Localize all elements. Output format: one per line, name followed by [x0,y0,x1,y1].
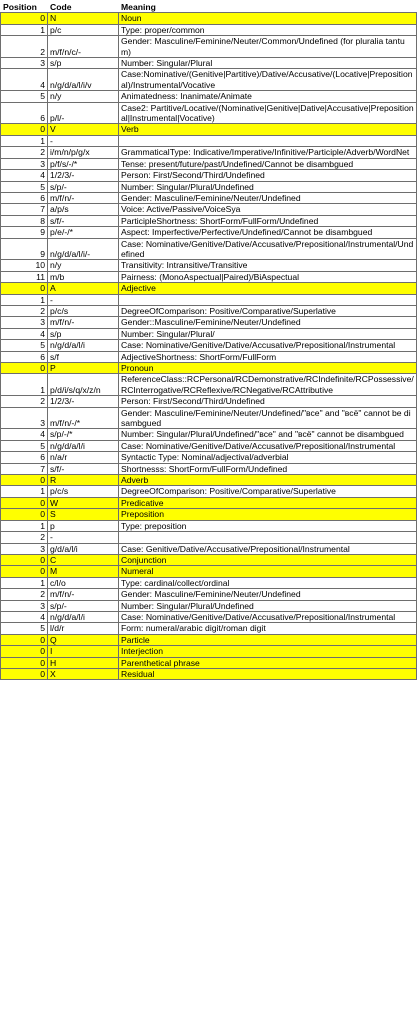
code-cell: - [48,135,119,146]
code-cell: N [48,13,119,24]
table-row [1,543,417,554]
meaning-cell: Pronoun [119,363,417,374]
code-cell: s/f [48,351,119,362]
code-cell: X [48,668,119,679]
table-row [1,463,417,474]
table-row [1,170,417,181]
table-row [1,181,417,192]
meaning-cell: Case: Nominative/Genitive/Dative/Accusative/Prepositional/Instrumental/Undefined [119,238,417,260]
meaning-cell: GrammaticalType: Indicative/Imperative/Infinitive/Participle/Adverb/WordNet [119,147,417,158]
meaning-cell: Case: Genitive/Dative/Accusative/Prepositional/Instrumental [119,543,417,554]
category-row [1,13,417,24]
meaning-cell: Parenthetical phrase [119,657,417,668]
code-cell: S [48,509,119,520]
code-cell: s/p [48,328,119,339]
meaning-cell: Gender: Masculine/Feminine/Neuter/Undefined/"все" and "всё" cannot be disambgued [119,407,417,429]
table-row [1,24,417,35]
position-cell: 4 [1,429,48,440]
code-cell: H [48,657,119,668]
position-cell: 3 [1,543,48,554]
table-row [1,452,417,463]
code-cell: n/g/d/a/l/i/- [48,238,119,260]
code-cell: m/f/n/-/* [48,407,119,429]
table-row [1,271,417,282]
code-cell: s/p/- [48,181,119,192]
code-cell: p/e/-/* [48,227,119,238]
table-row [1,238,417,260]
meaning-cell: Gender::Masculine/Feminine/Neuter/Undefined [119,317,417,328]
position-cell: 2 [1,305,48,316]
meaning-cell: Number: Singular/Plural/Undefined [119,600,417,611]
position-cell: 6 [1,192,48,203]
position-cell: 2 [1,589,48,600]
meaning-cell [119,135,417,146]
code-cell: p/c/s [48,305,119,316]
meaning-cell: Number: Singular/Plural/Undefined [119,181,417,192]
code-cell: p/c/s [48,486,119,497]
meaning-cell: Interjection [119,646,417,657]
code-cell: n/y [48,91,119,102]
meaning-cell: Pairness: (MonoAspectual|Paired)/BiAspectual [119,271,417,282]
position-cell: 3 [1,600,48,611]
code-cell: 1/2/3/- [48,396,119,407]
position-cell: 0 [1,657,48,668]
position-cell: 0 [1,566,48,577]
meaning-cell: DegreeOfComparison: Positive/Comparative/Superlative [119,305,417,316]
code-cell: p/l/- [48,102,119,124]
table-row [1,429,417,440]
header-meaning: Meaning [119,1,417,13]
code-cell: i/m/n/p/g/x [48,147,119,158]
code-cell: V [48,124,119,135]
meaning-cell: Case: Nominative/Genitive/Dative/Accusative/Prepositional/Instrumental [119,340,417,351]
table-row [1,36,417,58]
code-cell: m/b [48,271,119,282]
position-cell: 9 [1,238,48,260]
position-cell: 3 [1,58,48,69]
code-cell: s/p [48,58,119,69]
position-cell: 0 [1,509,48,520]
code-cell: s/p/-/* [48,429,119,440]
code-cell: R [48,475,119,486]
code-cell: p [48,520,119,531]
table-body [1,13,417,680]
position-cell: 2 [1,147,48,158]
table-row [1,158,417,169]
position-cell: 1 [1,577,48,588]
code-cell: n/g/d/a/l/i [48,611,119,622]
code-cell: n/y [48,260,119,271]
meaning-cell [119,294,417,305]
meaning-cell: Preposition [119,509,417,520]
position-cell: 4 [1,328,48,339]
meaning-cell: Number: Singular/Plural/ [119,328,417,339]
position-cell: 6 [1,102,48,124]
meaning-cell: Voice: Active/Passive/VoiceSya [119,204,417,215]
position-cell: 2 [1,36,48,58]
table-row [1,227,417,238]
meaning-cell: Syntactic Type: Nominal/adjectival/adverbial [119,452,417,463]
position-cell: 2 [1,396,48,407]
meaning-cell: Person: First/Second/Third/Undefined [119,170,417,181]
position-cell: 3 [1,317,48,328]
table-row [1,520,417,531]
table-row [1,305,417,316]
code-cell: W [48,497,119,508]
meaning-cell: ReferenceClass::RCPersonal/RCDemonstrative/RCIndefinite/RCPossessive/RCInterrogative/RCReflexive/RCNegative/RCAttributive [119,374,417,396]
table-row [1,135,417,146]
table-row [1,600,417,611]
code-cell: m/f/n/- [48,192,119,203]
meaning-cell [119,532,417,543]
table-row [1,577,417,588]
position-cell: 1 [1,135,48,146]
meaning-cell: ParticipleShortness: ShortForm/FullForm/Undefined [119,215,417,226]
table-row [1,340,417,351]
position-cell: 6 [1,351,48,362]
meaning-cell: Form: numeral/arabic digit/roman digit [119,623,417,634]
meaning-cell: Case:Nominative/(Genitive|Partitive)/Dative/Accusative/(Locative|Prepositional)/Instrumental/Vocative [119,69,417,91]
position-cell: 1 [1,374,48,396]
code-cell: I [48,646,119,657]
table-row [1,396,417,407]
meaning-cell: Noun [119,13,417,24]
code-cell: M [48,566,119,577]
code-cell: s/f/- [48,463,119,474]
table-row [1,215,417,226]
table-row [1,374,417,396]
position-cell: 4 [1,611,48,622]
meaning-cell: Aspect: Imperfective/Perfective/Undefined/Cannot be disambgued [119,227,417,238]
position-cell: 3 [1,158,48,169]
code-cell: a/p/s [48,204,119,215]
header-position: Position [1,1,48,13]
code-cell: P [48,363,119,374]
position-cell: 2 [1,532,48,543]
position-cell: 11 [1,271,48,282]
meaning-cell: Person: First/Second/Third/Undefined [119,396,417,407]
header-code: Code [48,1,119,13]
meaning-cell: Verb [119,124,417,135]
position-cell: 7 [1,463,48,474]
table-row [1,147,417,158]
category-row [1,497,417,508]
category-row [1,283,417,294]
position-cell: 0 [1,124,48,135]
code-cell: n/g/d/a/l/i/v [48,69,119,91]
meaning-cell: Gender: Masculine/Feminine/Neuter/Undefined [119,589,417,600]
code-cell: p/f/s/-/* [48,158,119,169]
meaning-cell: Shortnesss: ShortForm/FullForm/Undefined [119,463,417,474]
code-cell: n/g/d/a/l/i [48,440,119,451]
category-row [1,646,417,657]
position-cell: 4 [1,170,48,181]
meaning-cell: Particle [119,634,417,645]
position-cell: 0 [1,554,48,565]
position-cell: 7 [1,204,48,215]
code-cell: C [48,554,119,565]
code-cell: p/d/i/s/q/x/z/n [48,374,119,396]
meaning-cell: Adverb [119,475,417,486]
code-cell: n/g/d/a/l/i [48,340,119,351]
meaning-cell: Case: Nominative/Genitive/Dative/Accusative/Prepositional/Instrumental [119,440,417,451]
table-row [1,328,417,339]
category-row [1,509,417,520]
position-cell: 10 [1,260,48,271]
code-cell: - [48,532,119,543]
position-cell: 5 [1,91,48,102]
table-row [1,532,417,543]
meaning-cell: Type: cardinal/collect/ordinal [119,577,417,588]
position-cell: 4 [1,69,48,91]
meaning-cell: Residual [119,668,417,679]
table-row [1,440,417,451]
meaning-cell: Type: preposition [119,520,417,531]
code-cell: l/d/r [48,623,119,634]
table-row [1,204,417,215]
meaning-cell: Gender: Masculine/Feminine/Neuter/Common/Undefined (for pluralia tantum) [119,36,417,58]
table-row [1,91,417,102]
code-cell: 1/2/3/- [48,170,119,181]
code-cell: n/a/r [48,452,119,463]
position-cell: 0 [1,668,48,679]
code-cell: m/f/n/c/- [48,36,119,58]
code-cell: p/c [48,24,119,35]
position-cell: 0 [1,13,48,24]
table-row [1,192,417,203]
category-row [1,363,417,374]
category-row [1,554,417,565]
code-cell: s/p/- [48,600,119,611]
table-row [1,589,417,600]
meaning-cell: Predicative [119,497,417,508]
code-cell: - [48,294,119,305]
meaning-cell: DegreeOfComparison: Positive/Comparative/Superlative [119,486,417,497]
category-row [1,668,417,679]
category-row [1,634,417,645]
code-cell: A [48,283,119,294]
position-cell: 3 [1,407,48,429]
table-row [1,623,417,634]
table-row [1,486,417,497]
position-cell: 6 [1,452,48,463]
table-row [1,294,417,305]
meaning-cell: Case: Nominative/Genitive/Dative/Accusative/Prepositional/Instrumental [119,611,417,622]
table-row [1,69,417,91]
code-cell: m/f/n/- [48,317,119,328]
position-cell: 5 [1,181,48,192]
meaning-cell: Tense: present/future/past/Undefined/Cannot be disambgued [119,158,417,169]
category-row [1,566,417,577]
meaning-cell: Numeral [119,566,417,577]
meaning-cell: Number: Singular/Plural [119,58,417,69]
meaning-cell: Type: proper/common [119,24,417,35]
position-cell: 0 [1,475,48,486]
meaning-cell: Animatedness: Inanimate/Animate [119,91,417,102]
meaning-cell: Adjective [119,283,417,294]
position-cell: 5 [1,340,48,351]
position-cell: 9 [1,227,48,238]
code-cell: Q [48,634,119,645]
meaning-cell: AdjectiveShortness: ShortForm/FullForm [119,351,417,362]
meaning-cell: Gender: Masculine/Feminine/Neuter/Undefined [119,192,417,203]
position-cell: 0 [1,646,48,657]
position-cell: 1 [1,520,48,531]
category-row [1,124,417,135]
position-cell: 1 [1,486,48,497]
table-row [1,102,417,124]
table-row [1,260,417,271]
table-row [1,58,417,69]
meaning-cell: Number: Singular/Plural/Undefined/"все" and "всё" cannot be disambgued [119,429,417,440]
position-cell: 8 [1,215,48,226]
meaning-cell: Conjunction [119,554,417,565]
meaning-cell: Case2: Partitive/Locative/(Nominative|Genitive|Dative|Accusative|Prepositional|Instrumental|Vocative) [119,102,417,124]
table-row [1,351,417,362]
code-cell: c/l/o [48,577,119,588]
table-row [1,611,417,622]
position-cell: 5 [1,440,48,451]
position-cell: 0 [1,634,48,645]
position-cell: 1 [1,24,48,35]
code-cell: m/f/n/- [48,589,119,600]
code-cell: g/d/a/l/i [48,543,119,554]
category-row [1,657,417,668]
header-row [1,1,417,13]
table-row [1,317,417,328]
position-cell: 5 [1,623,48,634]
position-cell: 0 [1,363,48,374]
code-cell: s/f/- [48,215,119,226]
meaning-cell: Transitivity: Intransitive/Transitive [119,260,417,271]
position-cell: 1 [1,294,48,305]
position-cell: 0 [1,283,48,294]
table-row [1,407,417,429]
position-cell: 0 [1,497,48,508]
category-row [1,475,417,486]
